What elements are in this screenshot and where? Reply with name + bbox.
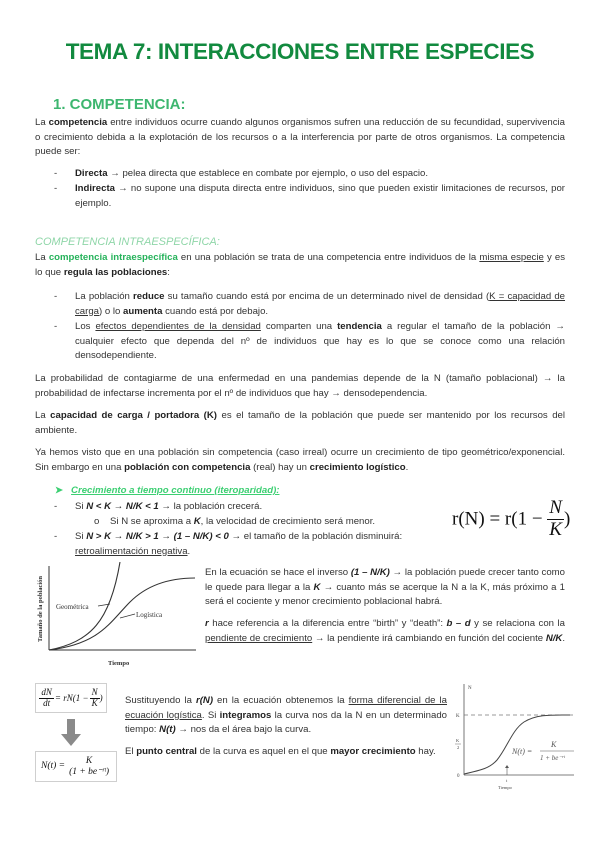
continuous-growth-heading: ➤ Crecimiento a tiempo continuo (iteroparidad): <box>55 484 279 499</box>
bullet-directa: - Directa → pelea directa que establece en combate por ejemplo, o uso del espacio. <box>54 168 429 179</box>
t-tick-label: t <box>506 778 508 783</box>
bullet-indirecta: - Indirecta → no supone una disputa directa entre individuos, sino que pueden existir limitaciones de recursos, por ejemplo. <box>54 183 565 209</box>
term-indirecta: Indirecta <box>75 183 115 194</box>
figure-geometric-vs-logistic <box>30 562 200 680</box>
inverse-explanation-paragraph: En la ecuación se hace el inverso (1 – N/K) → la población puede crecer tanto como le quede para llegar a la K → cuanto más se acerque la N a la K, más próximo a 1 será el cociente y menor crecimiento poblacional habrá. <box>205 567 565 608</box>
down-arrow-icon <box>60 719 82 747</box>
integrated-equation-box: N(t) = K (1 + be⁻ʳᵗ) <box>35 751 117 782</box>
term-competencia-intraespecifica: competencia intraespecífica <box>48 252 178 263</box>
term-directa: Directa <box>75 168 108 179</box>
bullet-reduce-aumenta: - La población reduce su tamaño cuando está por encima de un determinado nivel de densidad (K = capacidad de carga) o lo aumenta cuando está por debajo. <box>54 291 566 317</box>
y-axis-label: Tamaño de la población <box>37 575 44 642</box>
arrowhead-bullet-icon: ➤ <box>55 485 64 496</box>
term-competencia: competencia <box>48 117 108 128</box>
curve-equation-num: K <box>551 740 557 749</box>
differential-equation-box: $\frac{dN}{dt}$ = rN(1 − $\frac{N}{K}$ ) <box>35 683 107 713</box>
formula-rN: r(N) = r(1 − $\frac{N}{K}$ ) <box>452 497 571 540</box>
logistic-curve-chart <box>452 680 577 792</box>
growth-curves-chart <box>30 562 200 680</box>
rule-n-less-k: - Si N < K → N/K < 1 → la población crecerá. <box>54 501 263 512</box>
k-tick-label: K <box>456 714 460 719</box>
curve-equation-lhs: N(t) = <box>512 747 533 756</box>
k-half-num: K <box>456 738 460 743</box>
r-definition-paragraph: r hace referencia a la diferencia entre “birth” y “death”: b – d y se relaciona con la pendiente de crecimiento → la pendiente irá cambiando en función del cociente N/K. <box>205 618 566 644</box>
subrule-approaches-k: o Si N se aproxima a K, la velocidad de crecimiento será menor. <box>94 516 376 527</box>
curve-equation-den: 1 + be⁻ʳᵗ <box>540 754 565 762</box>
label-geometrica: Geométrica <box>56 603 89 611</box>
k-half-den: 2 <box>457 745 460 750</box>
pandemic-paragraph: La probabilidad de contagiarme de una enfermedad en una pandemias depende de la N (tamaño poblacional) → la probabilidad de infectarse incrementa por el nº de individuos que hay → densodependencia. <box>35 373 565 399</box>
growth-paragraph: Ya hemos visto que en una población sin competencia (caso irreal) ocurre un crecimiento de tipo geométrico/exponencial. Sin embargo en una población con competencia (real) hay un crecimiento logístico. <box>35 447 565 473</box>
capacity-paragraph: La capacidad de carga / portadora (K) es el tamaño de la población que puede ser mantenido por los recursos del ambiente. <box>35 410 565 436</box>
x-axis-label: Tiempo <box>108 660 130 667</box>
label-logistica: Logística <box>136 611 163 619</box>
rule-n-greater-k: - Si N > K → N/K > 1 → (1 – N/K) < 0 → el tamaño de la población disminuirá: retroalimentación negativa. <box>54 531 403 557</box>
substitution-paragraph: Sustituyendo la r(N) en la ecuación obtenemos la forma diferencial de la ecuación logística. Si integramos la curva nos da la N en un determinado tiempo: N(t) → nos da el área bajo la curva. <box>125 695 448 736</box>
figure-logistic-curve <box>452 680 577 792</box>
section-heading-competencia: 1. COMPETENCIA: <box>53 96 186 113</box>
intra-definition-paragraph: La competencia intraespecífica en una población se trata de una competencia entre individuos de la misma especie y es lo que regula las poblaciones: <box>35 252 566 278</box>
bullet-efectos-densidad: - Los efectos dependientes de la densidad comparten una tendencia a regular el tamaño de la población → cualquier efecto que dependa del nº de individuos que hay es lo que se conoce como una relación densodependiente. <box>54 321 565 362</box>
central-point-paragraph: El punto central de la curva es aquel en el que mayor crecimiento hay. <box>125 746 436 757</box>
zero-tick-label: 0 <box>457 774 460 779</box>
subheading-intraespecifica: COMPETENCIA INTRAESPECÍFICA: <box>35 236 220 248</box>
competencia-intro-paragraph: La competencia entre individuos ocurre cuando algunos organismos sufren una reducción de su fecundidad, supervivencia o crecimiento debida a la explotación de los recursos o a la interferencia por parte de otros organismos. La competencia puede ser: <box>35 117 566 158</box>
page-title: TEMA 7: INTERACCIONES ENTRE ESPECIES <box>65 39 535 64</box>
x-axis-label-tiempo: Tiempo <box>498 785 512 790</box>
y-axis-label-n: N <box>468 686 472 691</box>
